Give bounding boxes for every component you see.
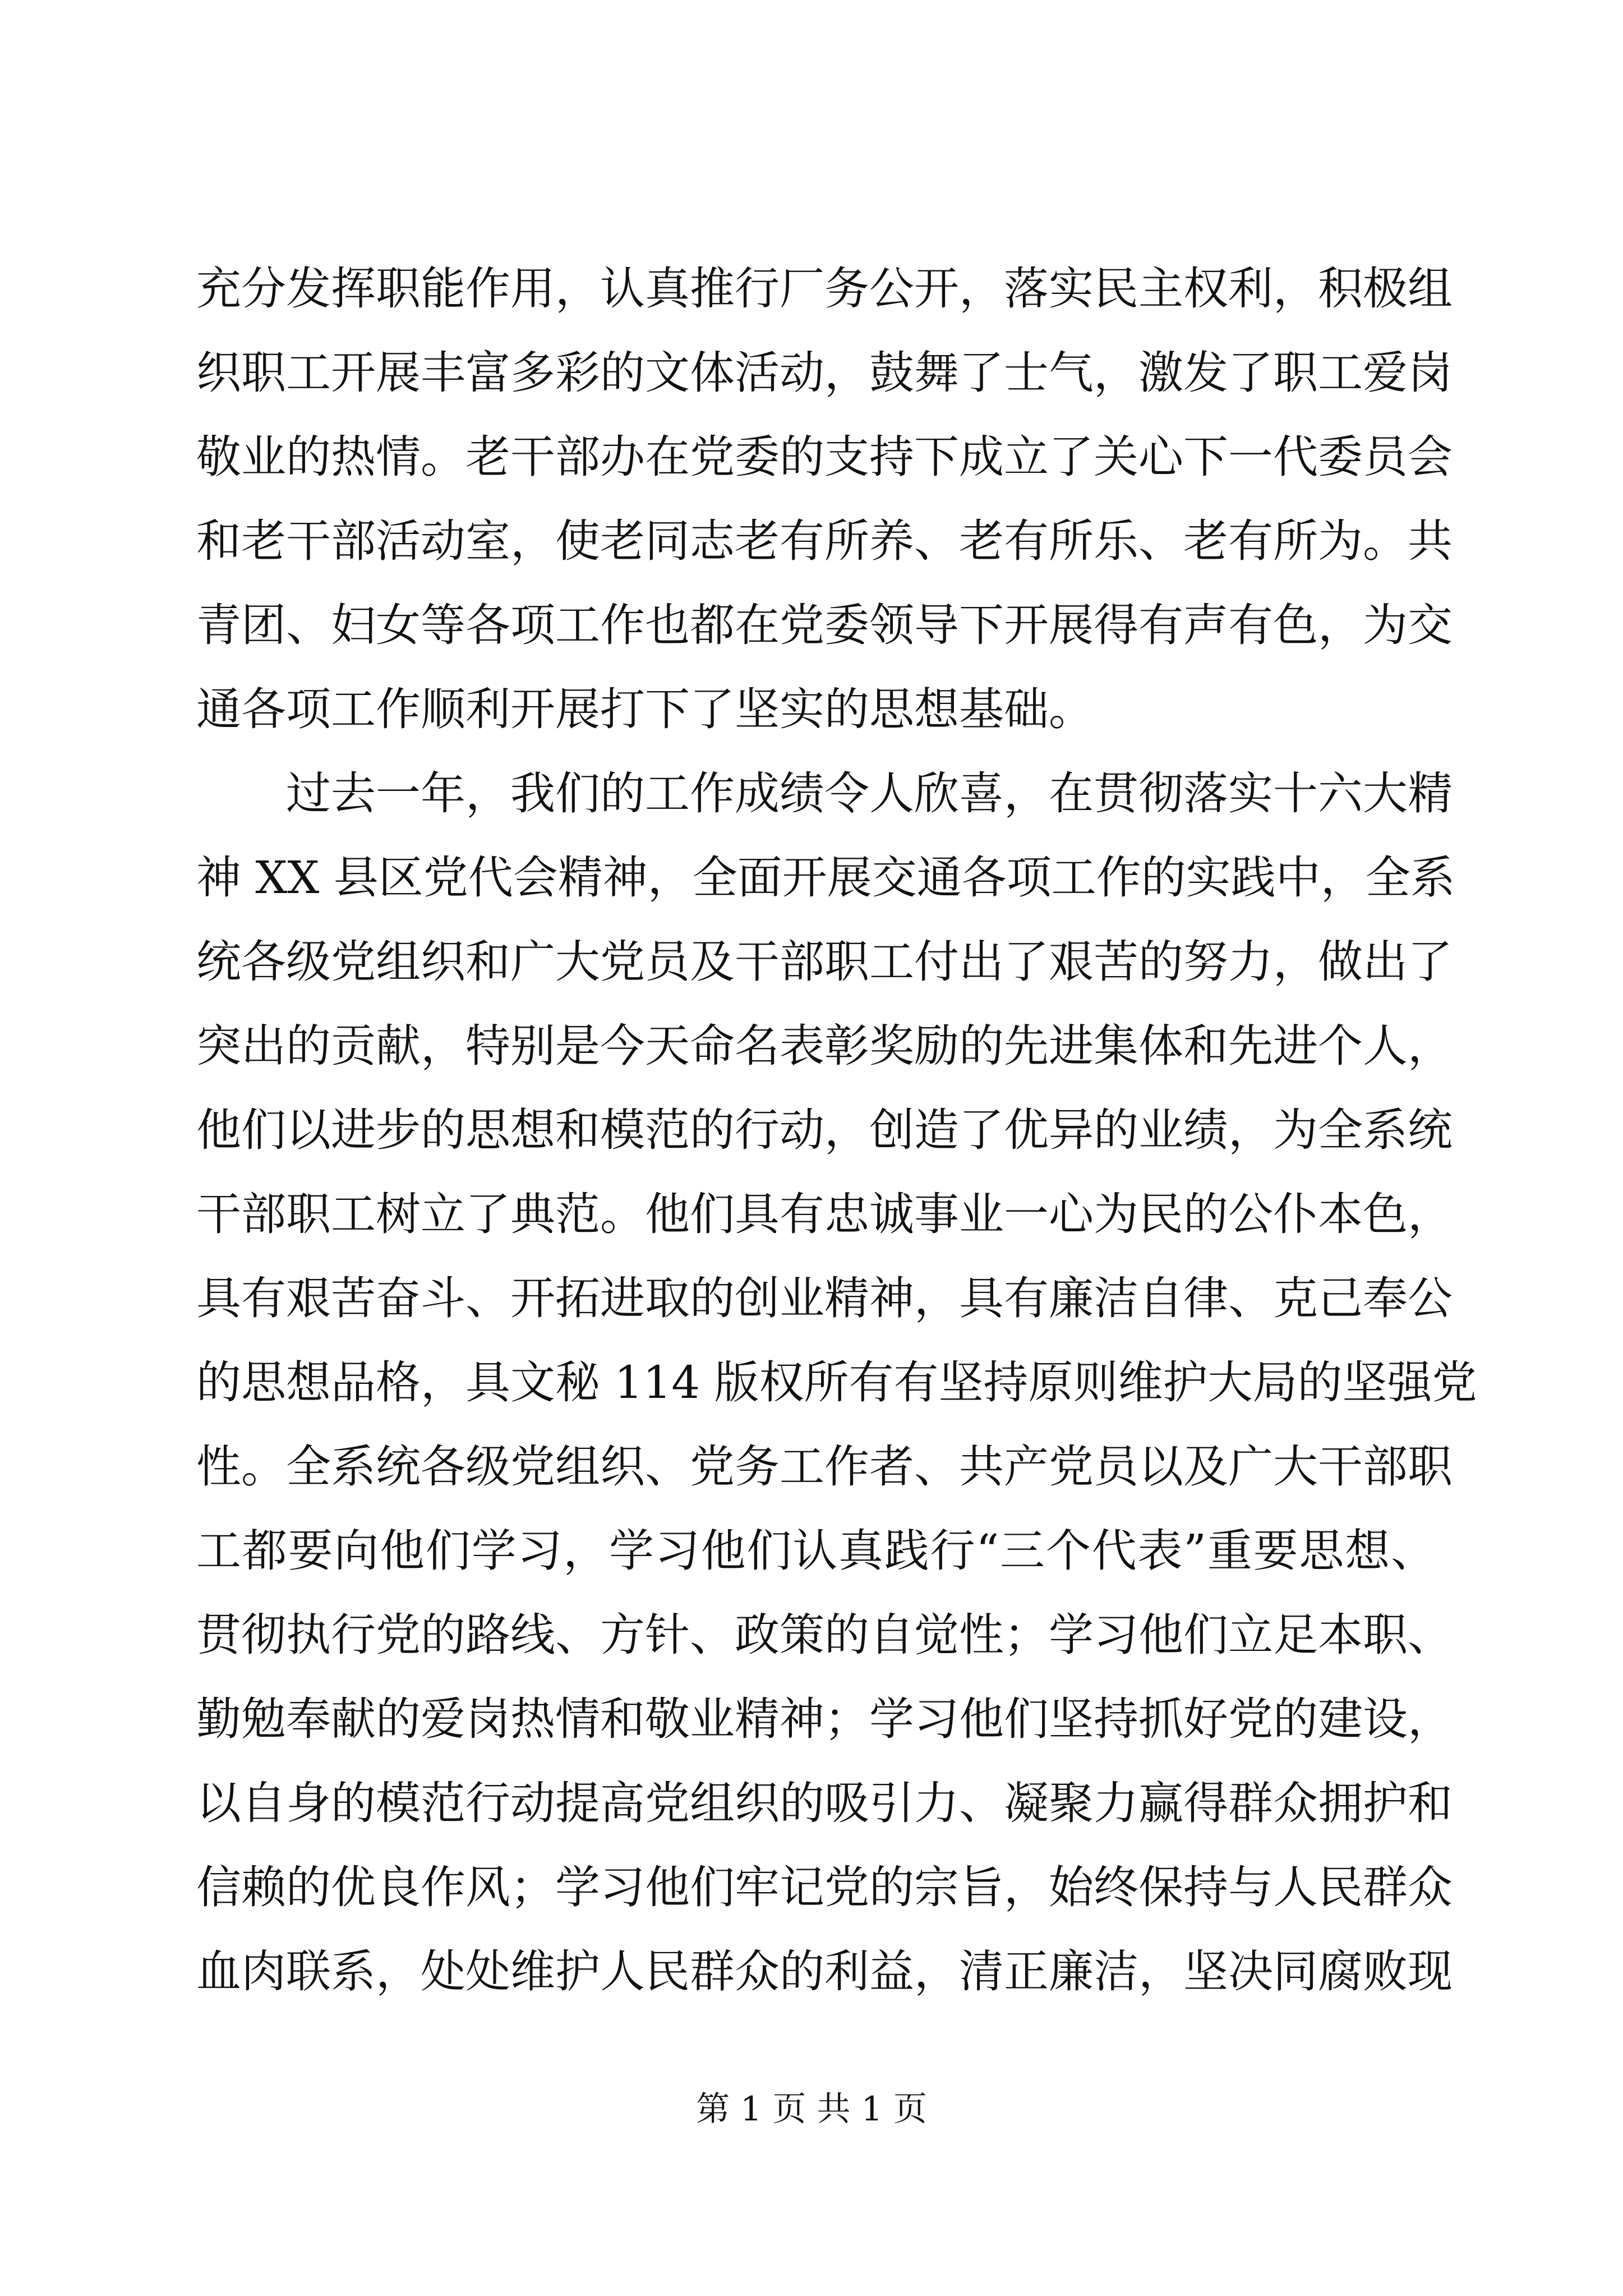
text-line: 神 XX 县区党代会精神，全面开展交通各项工作的实践中，全系 [196,852,1455,904]
text-line: 和老干部活动室，使老同志老有所养、老有所乐、老有所为。共 [196,515,1453,567]
text-line: 敬业的热情。老干部办在党委的支持下成立了关心下一代委员会 [196,431,1453,483]
text-line: 的思想品格，具文秘 114 版权所有有坚持原则维护大局的坚强党 [196,1356,1477,1409]
text-line: 充分发挥职能作用，认真推行厂务公开，落实民主权利，积极组 [196,263,1453,315]
text-line: 织职工开展丰富多彩的文体活动，鼓舞了士气，激发了职工爱岗 [196,347,1453,399]
text-line: 突出的贡献，特别是今天命名表彰奖励的先进集体和先进个人， [196,1020,1453,1072]
text-line: 青团、妇女等各项工作也都在党委领导下开展得有声有色，为交 [196,599,1453,651]
text-line: 工都要向他们学习，学习他们认真践行“三个代表”重要思想、 [196,1525,1436,1577]
text-line: 血肉联系，处处维护人民群众的利益，清正廉洁，坚决同腐败现 [196,1945,1453,1998]
text-line: 信赖的优良作风；学习他们牢记党的宗旨，始终保持与人民群众 [196,1861,1453,1913]
text-line: 统各级党组织和广大党员及干部职工付出了艰苦的努力，做出了 [196,936,1453,988]
page-footer [0,2087,1623,2132]
text-line: 勤勉奉献的爱岗热情和敬业精神；学习他们坚持抓好党的建设， [196,1693,1453,1745]
text-line: 通各项工作顺利开展打下了坚实的思想基础。 [196,683,1094,735]
text-line: 性。全系统各级党组织、党务工作者、共产党员以及广大干部职 [196,1441,1453,1493]
text-line: 以自身的模范行动提高党组织的吸引力、凝聚力赢得群众拥护和 [196,1777,1453,1829]
page-number: 第 1 页 共 1 页 [696,2090,927,2129]
text-line: 具有艰苦奋斗、开拓进取的创业精神，具有廉洁自律、克己奉公 [196,1272,1453,1324]
text-line: 贯彻执行党的路线、方针、政策的自觉性；学习他们立足本职、 [196,1609,1453,1661]
text-line: 干部职工树立了典范。他们具有忠诚事业一心为民的公仆本色， [196,1188,1453,1240]
body-text [196,247,1477,2014]
text-line: 过去一年，我们的工作成绩令人欣喜，在贯彻落实十六大精 [196,767,1453,820]
text-line: 他们以进步的思想和模范的行动，创造了优异的业绩，为全系统 [196,1104,1453,1156]
